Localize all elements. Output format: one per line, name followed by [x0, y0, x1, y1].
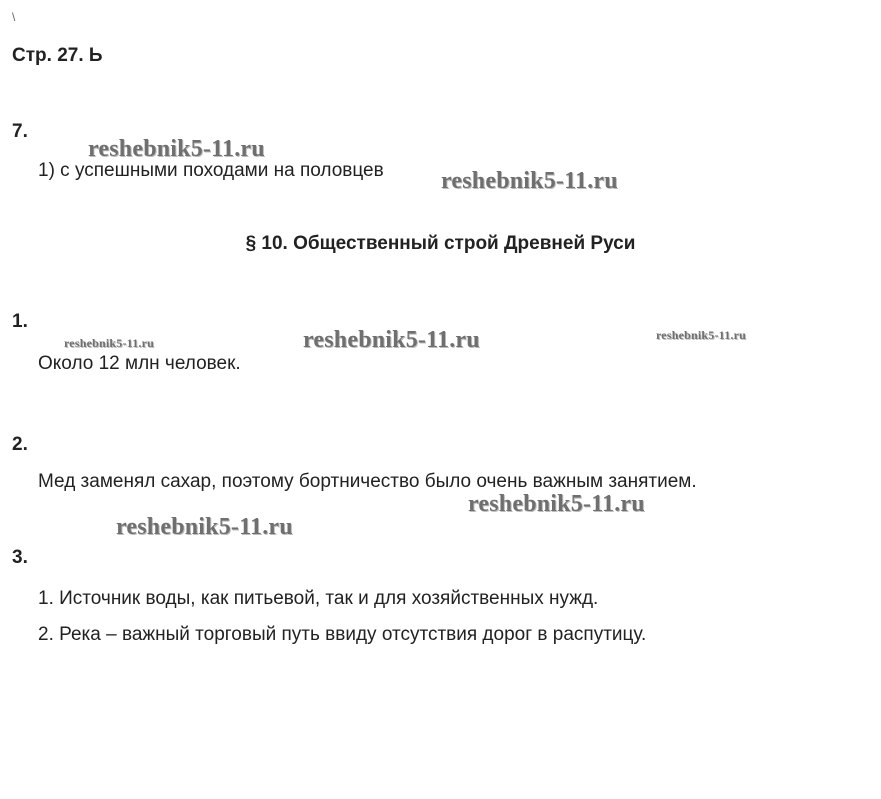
task-3-number: 3. — [12, 547, 28, 568]
task-1-number: 1. — [12, 311, 28, 332]
task-1-answer: Около 12 млн человек. — [38, 353, 241, 374]
task-2-number: 2. — [12, 434, 28, 455]
watermark: reshebnik5-11.ru — [88, 136, 265, 162]
task-3-answer-2: 2. Река – важный торговый путь ввиду отсутствия дорог в распутицу. — [38, 624, 647, 645]
page-reference: Стр. 27. Ь — [12, 45, 103, 66]
watermark: reshebnik5-11.ru — [468, 491, 645, 517]
task-7-number: 7. — [12, 121, 28, 142]
watermark: reshebnik5-11.ru — [441, 168, 618, 194]
tick-mark: \ — [12, 10, 16, 24]
watermark: reshebnik5-11.ru — [303, 327, 480, 353]
task-7-answer: 1) с успешными походами на половцев — [38, 160, 384, 181]
task-2-answer: Мед заменял сахар, поэтому бортничество было очень важным занятием. — [38, 471, 697, 492]
section-title: § 10. Общественный строй Древней Руси — [245, 233, 636, 254]
task-3-answer-1: 1. Источник воды, как питьевой, так и для хозяйственных нужд. — [38, 588, 599, 609]
watermark: reshebnik5-11.ru — [656, 328, 746, 342]
watermark: reshebnik5-11.ru — [64, 336, 154, 350]
watermark: reshebnik5-11.ru — [116, 514, 293, 540]
